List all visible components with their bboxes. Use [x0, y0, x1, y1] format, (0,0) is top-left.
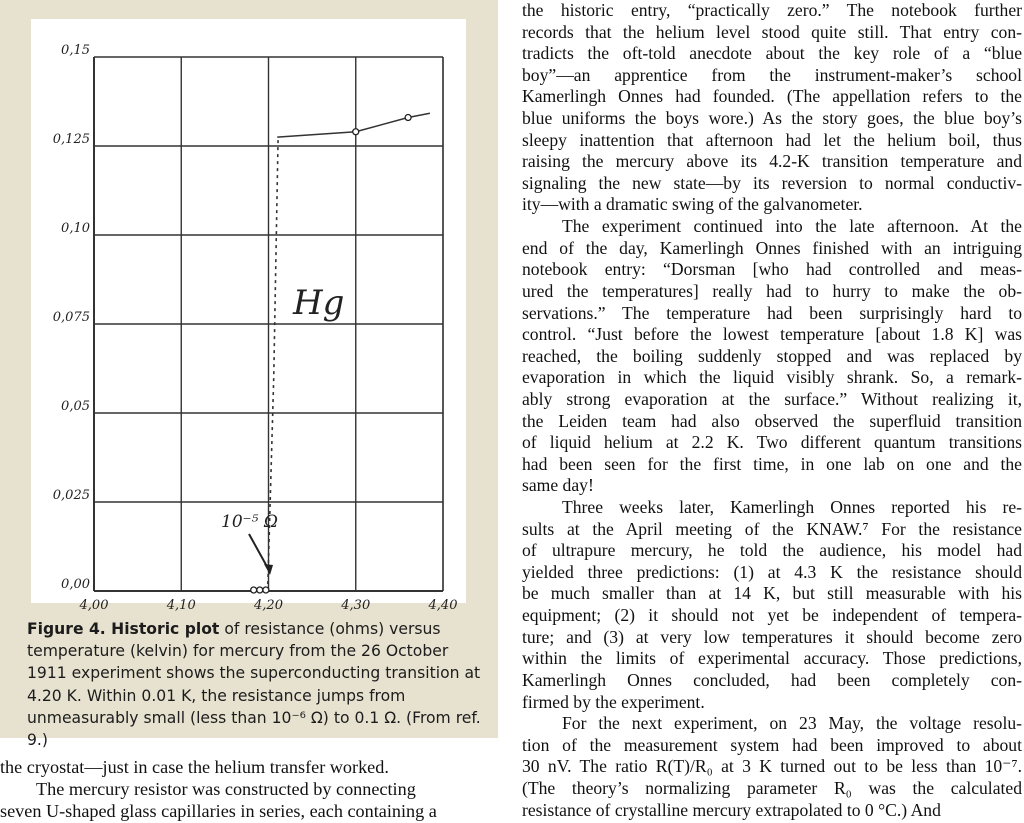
historic-plot	[31, 19, 466, 613]
caption-body: of resistance (ohms) versus temperature (kelvin) for mercury from the 26 October 1911 experiment shows the superconducting transition at 4.20 K. Within 0.01 K, the resistance jumps from unmeasurably small (less than 10⁻⁶ Ω) to 0.1 Ω. (From ref. 9.)	[27, 620, 481, 750]
paragraph-line: tion of the measurement system had been improved to about	[522, 734, 1022, 755]
annotation-hg: Hg	[293, 283, 345, 323]
y-tick-label: 0,05	[61, 399, 90, 414]
right-column-text	[522, 0, 1022, 821]
paragraph-line: the historic entry, “practically zero.” The notebook further	[522, 0, 1022, 20]
paragraph-line: within the limits of experimental accuracy. Those predictions,	[522, 648, 1022, 669]
paragraph-line: sleepy inattention that afternoon had let the helium boil, thus	[522, 129, 1022, 150]
y-tick-label: 0,075	[52, 310, 90, 325]
y-tick-label: 0,125	[52, 132, 90, 147]
paragraph-line: For the next experiment, on 23 May, the voltage resolu-	[562, 713, 1022, 734]
figure-caption	[27, 618, 487, 751]
data-point	[263, 587, 269, 593]
x-tick-label: 4,20	[254, 598, 283, 613]
paragraph-line: ably strong evaporation at the surface.” Without realizing it,	[522, 388, 1022, 409]
paragraph-line: had been seen for the first time, in one lab on one and the	[522, 453, 1022, 474]
caption-title: Figure 4. Historic plot	[27, 620, 220, 638]
paragraph-line: boy”—an apprentice from the instrument-maker’s school	[522, 64, 1022, 85]
data-point	[405, 115, 411, 121]
x-tick-label: 4,00	[79, 598, 109, 613]
left-text-line: the cryostat—just in case the helium transfer worked.	[0, 757, 389, 777]
paragraph-line: servations.” The temperature had been surprisingly hard to	[522, 302, 1022, 323]
paragraph-line: notebook entry: “Dorsman [who had controlled and meas-	[522, 259, 1022, 280]
paragraph-line: Kamerlingh Onnes concluded, had been completely con-	[522, 669, 1022, 690]
paragraph-line: resistance of crystalline mercury extrapolated to 0 °C.) And	[522, 799, 941, 820]
left-text-line: The mercury resistor was constructed by connecting	[36, 779, 416, 799]
paragraph-line: yielded three predictions: (1) at 4.3 K the resistance should	[522, 561, 1022, 582]
paragraph-line: equipment; (2) it should not yet be independent of tempera-	[522, 605, 1022, 626]
paragraph-line: of ultrapure mercury, he told the audience, his model had	[522, 540, 1022, 561]
paragraph-line: records that the helium level stood quite still. That entry con-	[522, 21, 1022, 42]
paragraph-line: be much smaller than at 14 K, but still measurable with his	[522, 583, 1022, 604]
paragraph-line: tradicts the oft-told anecdote about the key role of a “blue	[522, 43, 1022, 64]
paragraph-line: of liquid helium at 2.2 K. Two different quantum transitions	[522, 432, 1022, 453]
y-tick-label: 0,00	[61, 577, 90, 592]
paragraph-line: end of the day, Kamerlingh Onnes finished with an intriguing	[522, 237, 1022, 258]
paragraph-line: Kamerlingh Onnes had founded. (The appellation refers to the	[522, 86, 1022, 107]
data-point	[353, 129, 359, 135]
paragraph-line: ture; and (3) at very low temperatures it should become zero	[522, 626, 1022, 647]
data-point	[251, 587, 257, 593]
paragraph-line: the Leiden team had also observed the superfluid transition	[522, 410, 1022, 431]
x-tick-label: 4,40	[428, 598, 458, 613]
paragraph-line: control. “Just before the lowest temperature [about 1.8 K] was	[522, 324, 1022, 345]
paragraph-line: Three weeks later, Kamerlingh Onnes reported his re-	[562, 497, 1022, 518]
y-tick-label: 0,15	[61, 43, 90, 58]
annotation-low-resistance: 10⁻⁵ Ω	[221, 512, 278, 532]
paragraph-line: The experiment continued into the late afternoon. At the	[562, 216, 1022, 237]
left-text-line: seven U-shaped glass capillaries in series, each containing a	[0, 801, 437, 821]
x-tick-label: 4,10	[166, 598, 196, 613]
data-point	[257, 587, 263, 593]
paragraph-line: (The theory’s normalizing parameter R₀ was the calculated	[522, 777, 1022, 798]
x-tick-label: 4,30	[341, 598, 371, 613]
paragraph-line: firmed by the experiment.	[522, 691, 705, 712]
paragraph-line: same day!	[522, 475, 594, 496]
resistance-temperature-chart	[31, 19, 466, 613]
paragraph-line: sults at the April meeting of the KNAW.⁷ For the resistance	[522, 518, 1022, 539]
paragraph-line: ured the temperatures] really had to hurry to make the ob-	[522, 280, 1022, 301]
figure-panel	[0, 0, 498, 750]
paragraph-line: reached, the boiling suddenly stopped and was replaced by	[522, 345, 1022, 366]
paragraph-line: evaporation in which the liquid visibly shrank. So, a remark-	[522, 367, 1022, 388]
paragraph-line: blue uniforms the boys wore.) As the story goes, the blue boy’s	[522, 108, 1022, 129]
y-tick-label: 0,10	[61, 221, 90, 236]
paragraph-line: ity—with a dramatic swing of the galvanometer.	[522, 194, 863, 215]
paragraph-line: raising the mercury above its 4.2-K transition temperature and	[522, 151, 1022, 172]
paragraph-line: 30 nV. The ratio R(T)/R₀ at 3 K turned out to be less than 10⁻⁷.	[522, 756, 1022, 777]
y-tick-label: 0,025	[52, 488, 90, 503]
paragraph-line: signaling the new state—by its reversion to normal conductiv-	[522, 172, 1022, 193]
